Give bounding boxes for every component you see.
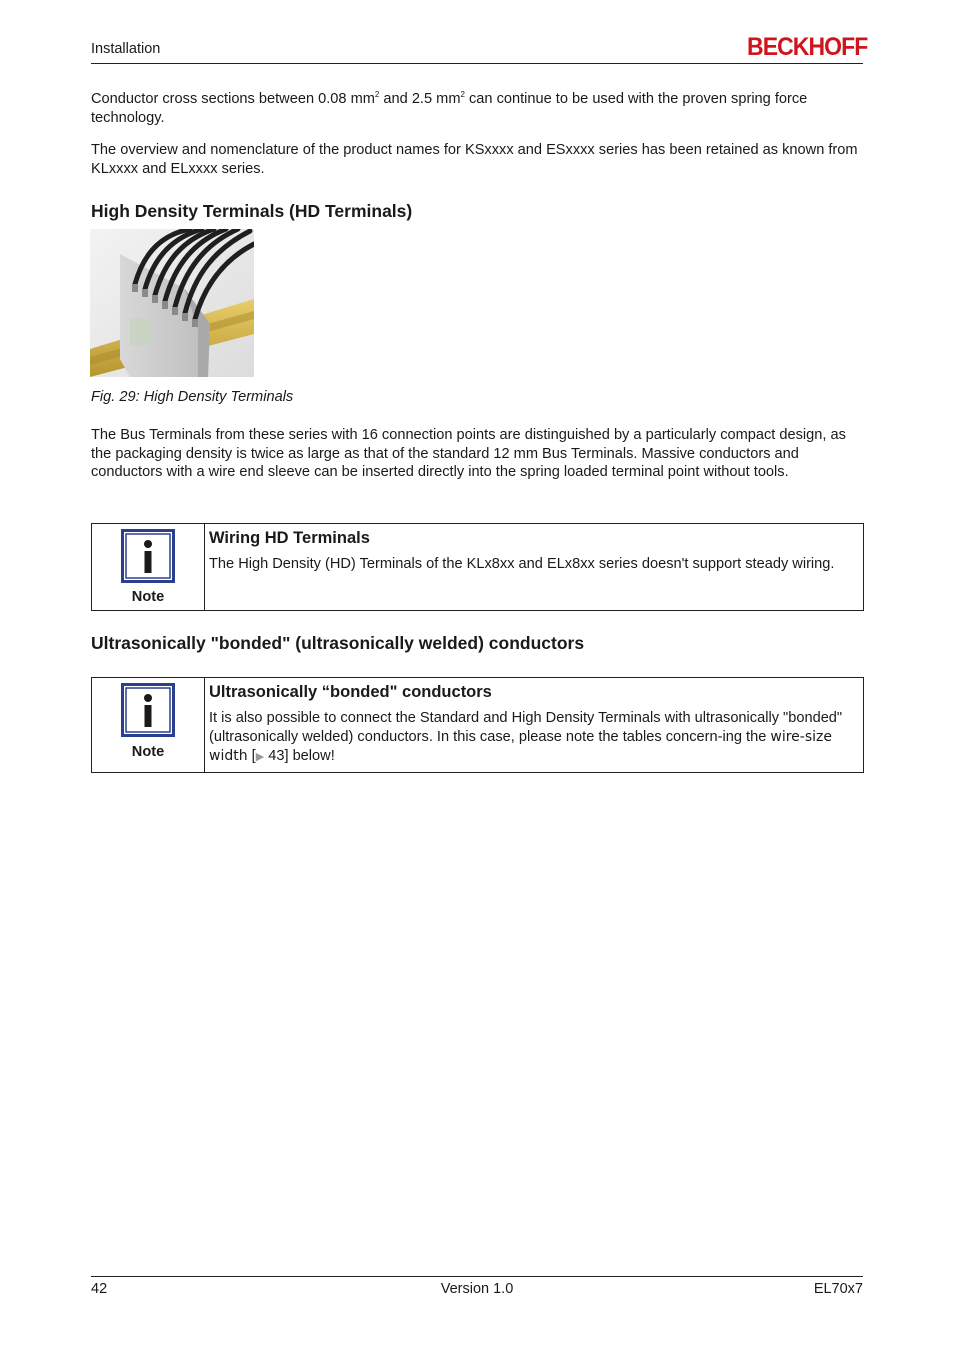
hd-body-paragraph: The Bus Terminals from these series with 16 connection points are distinguished by a particularly compact design, as the packaging density is twice as large as that of the standard 12 mm Bus Terminals. Massive conductors and conductors with a wire end sleeve can be inserted directly into the spring loaded terminal point without tools.: [91, 427, 846, 480]
footer-rule: [91, 1276, 863, 1277]
footer-page-number: 42: [91, 1281, 108, 1297]
figure-caption: Fig. 29: High Density Terminals: [91, 389, 294, 405]
page-link[interactable]: 43]: [264, 747, 289, 764]
hd-terminals-figure: [90, 229, 254, 377]
info-icon: [121, 529, 175, 583]
beckhoff-logo: BECKHOFF: [747, 33, 868, 61]
section-heading-ultrasonic: Ultrasonically "bonded" (ultrasonically welded) conductors: [91, 633, 585, 653]
header-section-label: Installation: [91, 41, 161, 57]
intro-paragraph-2: The overview and nomenclature of the product names for KSxxxx and ESxxxx series has been retained as known from KLxxxx and ELxxxx series.: [91, 142, 858, 177]
section-heading-hd-terminals: High Density Terminals (HD Terminals): [91, 201, 413, 221]
note-box-wiring-hd: [91, 523, 864, 611]
note-icon-cell: [92, 524, 205, 610]
note-text: The High Density (HD) Terminals of the KLx8xx and ELx8xx series doesn't support steady wiring.: [209, 556, 835, 572]
note-title: Ultrasonically “bonded" conductors: [209, 683, 492, 701]
note-label: Note: [131, 744, 165, 760]
intro-paragraph-1: Conductor cross sections between 0.08 $mm^2$ and 2.5 $mm^2$ can continue to be used with the proven spring force technology.: [91, 90, 808, 126]
wire-size-width-link[interactable]: wire-size width: [209, 728, 832, 764]
note-label: Note: [131, 589, 165, 605]
note-title: Wiring HD Terminals: [209, 529, 370, 547]
header-rule: [91, 63, 863, 64]
note-text: It is also possible to connect the Standard and High Density Terminals with ultrasonically "bonded" (ultrasonically welded) conductors. In this case, please note the tables concern-ing the wire-size width [▶ 43] below!: [209, 710, 843, 764]
note-box-ultrasonic: [91, 677, 864, 773]
info-icon: [121, 683, 175, 737]
footer-version: Version 1.0: [440, 1281, 514, 1297]
page-link-arrow-icon[interactable]: ▶: [255, 750, 265, 763]
note-icon-cell: [92, 678, 205, 772]
footer-product: EL70x7: [813, 1281, 863, 1297]
